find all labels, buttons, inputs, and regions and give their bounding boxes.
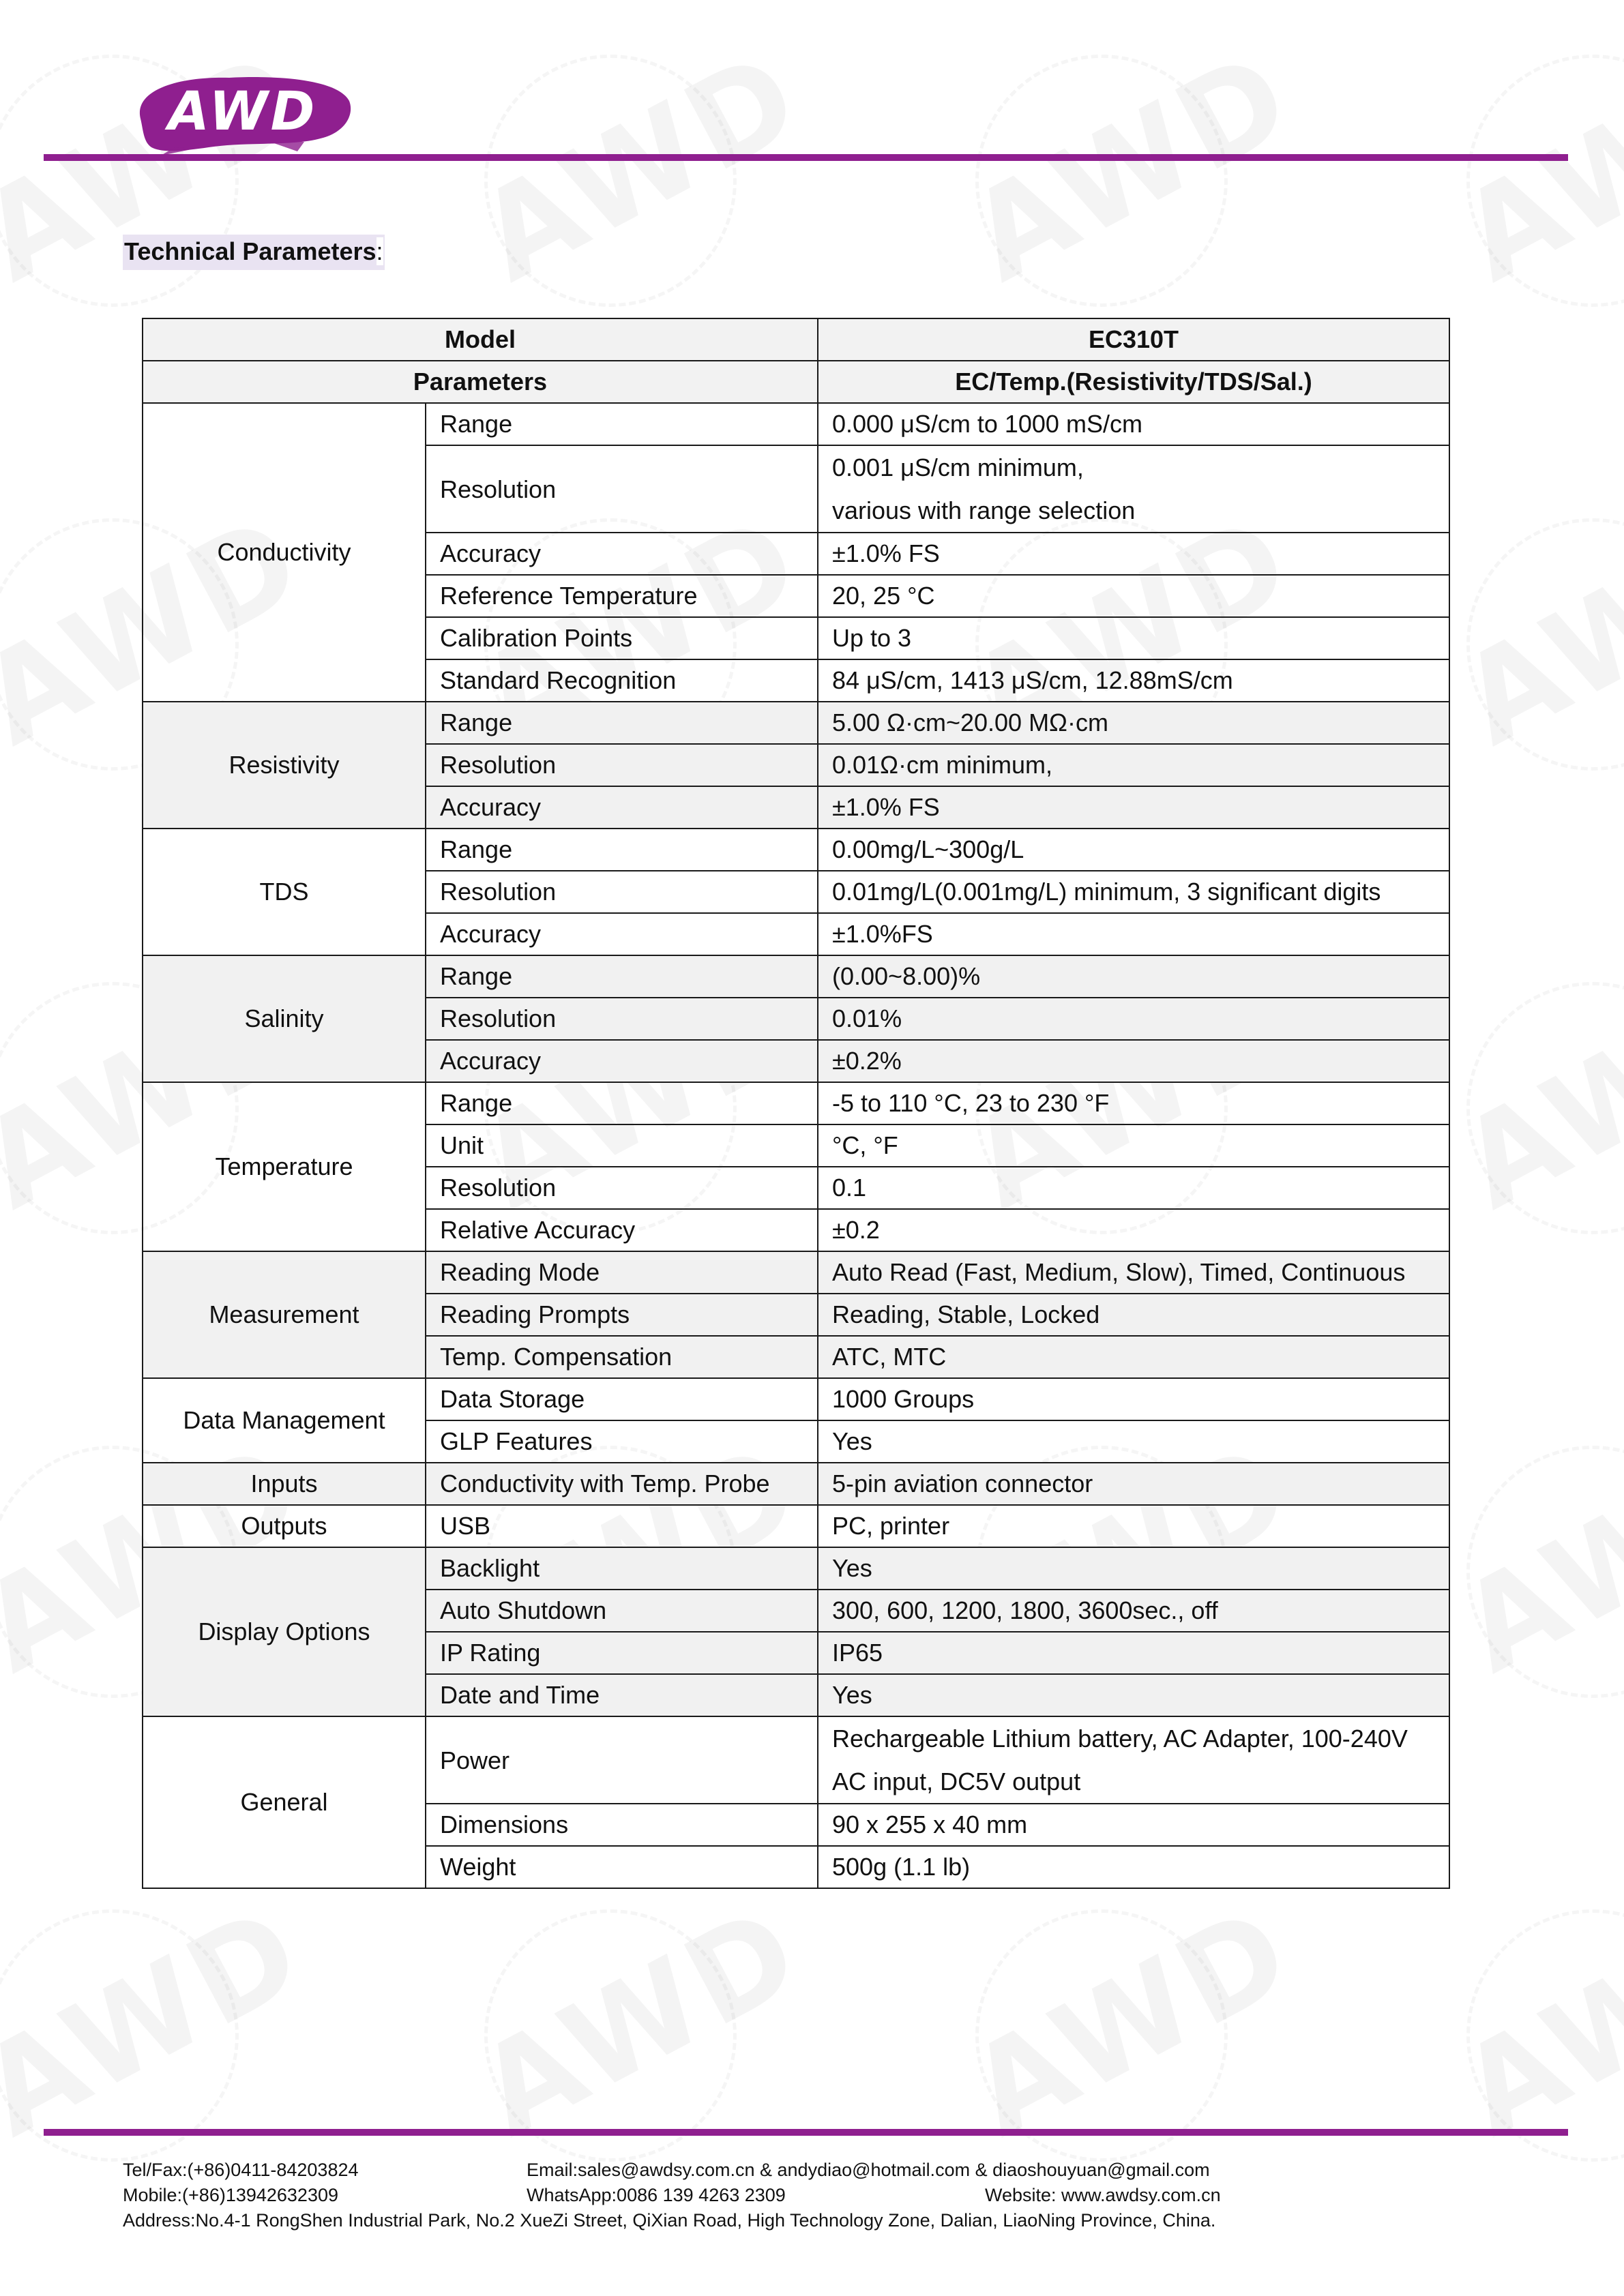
parameter-cell: Relative Accuracy — [426, 1209, 818, 1251]
parameter-cell: Date and Time — [426, 1674, 818, 1716]
parameter-cell: Range — [426, 1082, 818, 1124]
table-row — [143, 403, 1449, 445]
table-row — [143, 829, 1449, 871]
footer-tel-fax: Tel/Fax:(+86)0411-84203824 — [123, 2160, 359, 2180]
technical-parameters-table — [142, 318, 1450, 1889]
watermark-text — [948, 1879, 1314, 2164]
footer-rule — [44, 2129, 1568, 2136]
table-row — [143, 1378, 1449, 1420]
parameter-cell: Accuracy — [426, 786, 818, 829]
footer-email: Email:sales@awdsy.com.cn & andydiao@hotmail.com & diaoshouyuan@gmail.com — [527, 2160, 1210, 2180]
category-cell: TDS — [143, 829, 426, 955]
category-cell: General — [143, 1716, 426, 1888]
watermark-text — [948, 25, 1314, 310]
parameter-cell: Resolution — [426, 1167, 818, 1209]
category-cell: Salinity — [143, 955, 426, 1082]
watermark-text — [1439, 25, 1624, 310]
table-row — [143, 1716, 1449, 1804]
watermark-ring — [1466, 982, 1624, 1234]
watermark-text — [457, 1879, 823, 2164]
watermark-text — [1439, 488, 1624, 773]
value-line: AC input, DC5V output — [832, 1768, 1081, 1795]
value-cell: 0.01% — [818, 998, 1449, 1040]
value-cell: 0.1 — [818, 1167, 1449, 1209]
value-cell: Yes — [818, 1547, 1449, 1590]
watermark-text — [1439, 952, 1624, 1237]
model-value: EC310T — [818, 318, 1449, 361]
value-cell: 300, 600, 1200, 1800, 3600sec., off — [818, 1590, 1449, 1632]
category-cell: Display Options — [143, 1547, 426, 1716]
value-cell: 84 μS/cm, 1413 μS/cm, 12.88mS/cm — [818, 659, 1449, 702]
section-title — [123, 235, 385, 270]
value-line: various with range selection — [832, 496, 1136, 524]
parameter-cell: Range — [426, 702, 818, 744]
parameter-cell: Accuracy — [426, 1040, 818, 1082]
section-title-colon: : — [376, 237, 383, 265]
footer — [123, 2158, 1221, 2233]
parameter-cell: Reading Mode — [426, 1251, 818, 1294]
value-cell: (0.00~8.00)% — [818, 955, 1449, 998]
category-cell: Conductivity — [143, 403, 426, 702]
parameter-cell: Auto Shutdown — [426, 1590, 818, 1632]
parameter-cell: Reading Prompts — [426, 1294, 818, 1336]
value-cell: -5 to 110 °C, 23 to 230 °F — [818, 1082, 1449, 1124]
parameter-cell: Unit — [426, 1124, 818, 1167]
watermark-ring — [1466, 55, 1624, 307]
value-cell: 0.00mg/L~300g/L — [818, 829, 1449, 871]
parameter-cell: Data Storage — [426, 1378, 818, 1420]
table-row — [143, 955, 1449, 998]
parameter-cell: Resolution — [426, 445, 818, 533]
parameter-cell: Calibration Points — [426, 617, 818, 659]
parameter-cell: Range — [426, 403, 818, 445]
watermark-ring — [975, 1909, 1228, 2162]
value-cell: 20, 25 °C — [818, 575, 1449, 617]
value-cell: 0.000 μS/cm to 1000 mS/cm — [818, 403, 1449, 445]
parameter-cell: USB — [426, 1505, 818, 1547]
model-label: Model — [143, 318, 818, 361]
value-cell: 5.00 Ω·cm~20.00 MΩ·cm — [818, 702, 1449, 744]
footer-whatsapp: WhatsApp:0086 139 4263 2309 — [527, 2185, 786, 2205]
parameter-cell: IP Rating — [426, 1632, 818, 1674]
parameter-cell: Temp. Compensation — [426, 1336, 818, 1378]
watermark-text — [457, 25, 823, 310]
parameter-cell: Resolution — [426, 744, 818, 786]
watermark-ring — [484, 55, 737, 307]
parameters-label: Parameters — [143, 361, 818, 403]
parameter-cell: Conductivity with Temp. Probe — [426, 1463, 818, 1505]
value-cell: 5-pin aviation connector — [818, 1463, 1449, 1505]
category-cell: Inputs — [143, 1463, 426, 1505]
value-cell: ±0.2% — [818, 1040, 1449, 1082]
parameters-value: EC/Temp.(Resistivity/TDS/Sal.) — [818, 361, 1449, 403]
value-cell: 0.01mg/L(0.001mg/L) minimum, 3 significant digits — [818, 871, 1449, 913]
table-row — [143, 702, 1449, 744]
table-row — [143, 1505, 1449, 1547]
value-cell: Reading, Stable, Locked — [818, 1294, 1449, 1336]
footer-address: Address:No.4-1 RongShen Industrial Park, No.2 XueZi Street, QiXian Road, High Technology Zone, Dalian, LiaoNing Province, China. — [123, 2210, 1216, 2231]
section-title-text: Technical Parameters — [124, 237, 377, 265]
table-row — [143, 1547, 1449, 1590]
parameter-cell: Backlight — [426, 1547, 818, 1590]
table-row — [143, 1251, 1449, 1294]
value-cell — [818, 1716, 1449, 1804]
value-cell — [818, 445, 1449, 533]
logo-text: AWD — [168, 81, 318, 143]
header-rule — [44, 154, 1568, 161]
value-cell: Up to 3 — [818, 617, 1449, 659]
footer-website: Website: www.awdsy.com.cn — [985, 2185, 1221, 2205]
parameter-cell: Accuracy — [426, 913, 818, 955]
value-cell: ±1.0% FS — [818, 533, 1449, 575]
parameter-cell: Resolution — [426, 871, 818, 913]
parameter-cell: Range — [426, 955, 818, 998]
value-cell: 500g (1.1 lb) — [818, 1846, 1449, 1888]
value-cell: ATC, MTC — [818, 1336, 1449, 1378]
parameter-cell: Power — [426, 1716, 818, 1804]
parameter-cell: Dimensions — [426, 1804, 818, 1846]
footer-mobile: Mobile:(+86)13942632309 — [123, 2185, 338, 2205]
category-cell: Temperature — [143, 1082, 426, 1251]
parameter-cell: GLP Features — [426, 1420, 818, 1463]
watermark-ring — [1466, 1446, 1624, 1698]
parameter-cell: Range — [426, 829, 818, 871]
watermark-text — [1439, 1416, 1624, 1701]
category-cell: Data Management — [143, 1378, 426, 1463]
category-cell: Resistivity — [143, 702, 426, 829]
watermark-ring — [484, 1909, 737, 2162]
parameter-cell: Resolution — [426, 998, 818, 1040]
watermark-ring — [0, 1909, 239, 2162]
value-cell: ±0.2 — [818, 1209, 1449, 1251]
value-line: Rechargeable Lithium battery, AC Adapter, 100-240V — [832, 1725, 1408, 1753]
value-cell: ±1.0%FS — [818, 913, 1449, 955]
table-row — [143, 1082, 1449, 1124]
watermark-ring — [1466, 518, 1624, 771]
value-cell: IP65 — [818, 1632, 1449, 1674]
value-cell: ±1.0% FS — [818, 786, 1449, 829]
value-cell: Yes — [818, 1674, 1449, 1716]
table-row — [143, 1463, 1449, 1505]
category-cell: Outputs — [143, 1505, 426, 1547]
watermark-text — [1439, 1879, 1624, 2164]
value-line: 0.001 μS/cm minimum, — [832, 453, 1084, 481]
watermark-ring — [975, 55, 1228, 307]
parameter-cell: Reference Temperature — [426, 575, 818, 617]
value-cell: 0.01Ω·cm minimum, — [818, 744, 1449, 786]
parameter-cell: Standard Recognition — [426, 659, 818, 702]
value-cell: 90 x 255 x 40 mm — [818, 1804, 1449, 1846]
watermark-ring — [1466, 1909, 1624, 2162]
value-cell: PC, printer — [818, 1505, 1449, 1547]
value-cell: 1000 Groups — [818, 1378, 1449, 1420]
parameter-cell: Weight — [426, 1846, 818, 1888]
value-cell: °C, °F — [818, 1124, 1449, 1167]
value-cell: Yes — [818, 1420, 1449, 1463]
category-cell: Measurement — [143, 1251, 426, 1378]
parameter-cell: Accuracy — [426, 533, 818, 575]
watermark-text — [0, 1879, 325, 2164]
value-cell: Auto Read (Fast, Medium, Slow), Timed, Continuous — [818, 1251, 1449, 1294]
awd-logo — [134, 71, 355, 157]
